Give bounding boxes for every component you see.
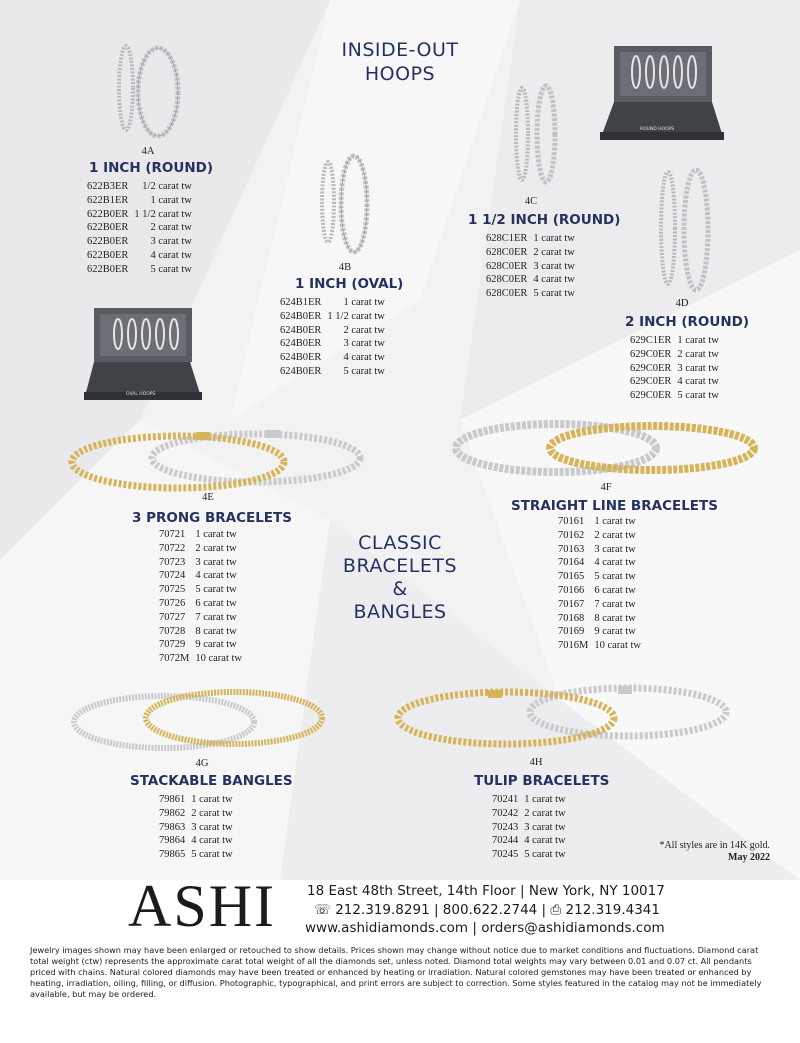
item-sku: 70169 bbox=[558, 626, 585, 638]
item-row bbox=[558, 570, 641, 584]
item-row bbox=[492, 793, 566, 807]
item-row bbox=[159, 597, 242, 611]
date-note: May 2022 bbox=[728, 852, 770, 863]
item-sku: 70168 bbox=[558, 612, 585, 624]
item-sku: 70728 bbox=[159, 625, 186, 637]
item-row bbox=[280, 351, 385, 365]
section-title-4h: TULIP BRACELETS bbox=[474, 773, 610, 789]
item-row bbox=[558, 612, 641, 626]
item-code-4g: 4G bbox=[195, 758, 209, 769]
item-sku: 70165 bbox=[558, 571, 585, 583]
item-code-4a: 4A bbox=[141, 146, 155, 157]
item-weight: 4 carat tw bbox=[150, 249, 192, 261]
item-weight: 3 carat tw bbox=[150, 236, 192, 248]
item-sku: 624B0ER bbox=[280, 310, 322, 322]
item-weight: 3 carat tw bbox=[524, 821, 566, 833]
item-weight: 1 carat tw bbox=[343, 297, 385, 308]
item-row bbox=[558, 598, 641, 612]
item-weight: 5 carat tw bbox=[150, 263, 192, 275]
item-sku: 629C0ER bbox=[630, 376, 672, 388]
footer-phones: 212.319.8291 | 800.622.2744 | bbox=[335, 902, 547, 918]
item-code-4f: 4F bbox=[600, 482, 612, 493]
item-weight: 9 carat tw bbox=[195, 639, 237, 651]
item-list-4d bbox=[630, 334, 719, 403]
item-list-4b bbox=[280, 296, 385, 379]
classic-bracelets-title bbox=[325, 532, 475, 624]
item-weight: 1 1/2 carat tw bbox=[134, 208, 192, 220]
item-sku: 70244 bbox=[492, 835, 519, 847]
item-sku: 622B3ER bbox=[87, 181, 129, 192]
item-list-4f bbox=[558, 515, 641, 653]
item-weight: 1 carat tw bbox=[150, 194, 192, 206]
item-sku: 70723 bbox=[159, 556, 186, 568]
legal-disclaimer: Jewelry images shown may have been enlarged or retouched to show details. Prices shown may change without notice due to market conditions and fluctuations. Diamond carat total weight (ctw) represents the approximate carat total weight of all the diamonds set, unless noted. Diamond total weights may vary between 0.01 and 0.07 ct. All pendants priced with chains. Natural colored diamonds may have been treated or enhanced by heating or irradiation. Natural colored gemstones may have been treated or enhanced by heating, irradiation, oiling, filling, or diffusion. Photographic, typographical, and print errors are subject to correction. Some styles featured in the catalog may not be immediately available, but may be ordered. bbox=[30, 945, 762, 999]
item-sku: 70163 bbox=[558, 543, 585, 555]
item-row bbox=[486, 246, 575, 260]
straight-line-bracelets-image bbox=[450, 414, 762, 482]
item-weight: 3 carat tw bbox=[195, 556, 237, 568]
item-weight: 10 carat tw bbox=[594, 640, 641, 652]
item-weight: 1/2 carat tw bbox=[142, 181, 192, 192]
item-sku: 79862 bbox=[159, 807, 186, 819]
section-title-4c: 1 1/2 INCH (ROUND) bbox=[468, 212, 621, 228]
item-weight: 5 carat tw bbox=[524, 849, 566, 861]
section-title-4a: 1 INCH (ROUND) bbox=[89, 160, 213, 176]
item-sku: 70161 bbox=[558, 516, 585, 527]
item-weight: 2 carat tw bbox=[524, 807, 566, 819]
item-sku: 622B0ER bbox=[87, 222, 129, 234]
item-sku: 624B0ER bbox=[280, 352, 322, 364]
item-weight: 3 carat tw bbox=[343, 338, 385, 350]
item-sku: 628C0ER bbox=[486, 288, 528, 300]
item-row bbox=[159, 807, 233, 821]
item-list-4a bbox=[87, 180, 192, 277]
item-weight: 1 1/2 carat tw bbox=[327, 310, 385, 322]
item-row bbox=[159, 848, 233, 862]
footer-fax: 212.319.4341 bbox=[565, 902, 660, 918]
item-row bbox=[630, 362, 719, 376]
item-sku: 629C0ER bbox=[630, 362, 672, 374]
item-weight: 4 carat tw bbox=[594, 557, 636, 569]
item-sku: 70721 bbox=[159, 529, 186, 540]
section-title-4d: 2 INCH (ROUND) bbox=[625, 314, 749, 330]
item-code-4c: 4C bbox=[524, 196, 538, 207]
item-sku: 79864 bbox=[159, 835, 186, 847]
item-sku: 70727 bbox=[159, 611, 186, 623]
item-sku: 628C0ER bbox=[486, 274, 528, 286]
item-row bbox=[159, 625, 242, 639]
footer-address: 18 East 48th Street, 14th Floor | New York, NY 10017 bbox=[307, 883, 665, 899]
item-weight: 5 carat tw bbox=[533, 288, 575, 300]
item-sku: 624B0ER bbox=[280, 365, 322, 377]
item-weight: 6 carat tw bbox=[195, 597, 237, 609]
item-row bbox=[280, 337, 385, 351]
item-weight: 8 carat tw bbox=[594, 612, 636, 624]
three-prong-bracelets-image bbox=[66, 424, 366, 496]
ashi-logo: ASHI bbox=[128, 873, 277, 939]
item-weight: 4 carat tw bbox=[191, 835, 233, 847]
item-row bbox=[280, 324, 385, 338]
title-line-1: INSIDE-OUT bbox=[341, 39, 459, 61]
item-list-4e bbox=[159, 528, 242, 666]
item-weight: 2 carat tw bbox=[150, 222, 192, 234]
item-sku: 628C0ER bbox=[486, 260, 528, 272]
item-sku: 629C0ER bbox=[630, 390, 672, 402]
item-row bbox=[630, 389, 719, 403]
item-weight: 6 carat tw bbox=[594, 584, 636, 596]
item-weight: 2 carat tw bbox=[533, 246, 575, 258]
classic-line-2: BRACELETS bbox=[342, 555, 458, 577]
item-row bbox=[558, 529, 641, 543]
item-row bbox=[486, 260, 575, 274]
item-weight: 4 carat tw bbox=[524, 835, 566, 847]
item-row bbox=[280, 310, 385, 324]
item-sku: 70166 bbox=[558, 584, 585, 596]
item-sku: 629C1ER bbox=[630, 335, 672, 346]
item-row bbox=[87, 249, 192, 263]
item-row bbox=[159, 542, 242, 556]
item-row bbox=[558, 639, 641, 653]
item-weight: 3 carat tw bbox=[594, 543, 636, 555]
item-row bbox=[159, 569, 242, 583]
item-weight: 1 carat tw bbox=[533, 233, 575, 244]
item-weight: 5 carat tw bbox=[195, 584, 237, 596]
item-row bbox=[486, 232, 575, 246]
inside-out-hoops-title bbox=[320, 38, 480, 86]
item-sku: 70722 bbox=[159, 542, 186, 554]
item-row bbox=[630, 348, 719, 362]
oval-hoops-display-image bbox=[84, 306, 202, 404]
section-title-4g: STACKABLE BANGLES bbox=[130, 773, 293, 789]
item-sku: 70726 bbox=[159, 597, 186, 609]
item-sku: 70242 bbox=[492, 807, 519, 819]
item-row bbox=[159, 528, 242, 542]
item-weight: 2 carat tw bbox=[191, 807, 233, 819]
item-sku: 70162 bbox=[558, 529, 585, 541]
classic-line-3: & bbox=[392, 578, 408, 600]
item-sku: 70167 bbox=[558, 598, 585, 610]
item-sku: 7072M bbox=[159, 653, 190, 665]
item-sku: 624B0ER bbox=[280, 324, 322, 336]
item-row bbox=[87, 194, 192, 208]
item-weight: 2 carat tw bbox=[195, 542, 237, 554]
item-list-4g bbox=[159, 793, 233, 862]
item-weight: 1 carat tw bbox=[195, 529, 237, 540]
item-weight: 4 carat tw bbox=[533, 274, 575, 286]
item-sku: 70164 bbox=[558, 557, 585, 569]
item-weight: 4 carat tw bbox=[343, 352, 385, 364]
item-row bbox=[280, 365, 385, 379]
footer-web[interactable]: www.ashidiamonds.com | orders@ashidiamonds.com bbox=[305, 920, 665, 936]
item-row bbox=[558, 625, 641, 639]
title-line-2: HOOPS bbox=[364, 63, 436, 85]
item-row bbox=[492, 807, 566, 821]
classic-line-4: BANGLES bbox=[353, 601, 447, 623]
hoop-earrings-4d-image bbox=[652, 166, 716, 296]
hoop-earrings-4a-image bbox=[112, 40, 184, 146]
item-row bbox=[87, 235, 192, 249]
item-row bbox=[492, 848, 566, 862]
gold-note: *All styles are in 14K gold. bbox=[659, 840, 770, 851]
item-row bbox=[87, 180, 192, 194]
item-row bbox=[630, 334, 719, 348]
item-row bbox=[558, 584, 641, 598]
item-row bbox=[87, 263, 192, 277]
item-weight: 9 carat tw bbox=[594, 626, 636, 638]
classic-line-1: CLASSIC bbox=[358, 532, 442, 554]
item-sku: 622B0ER bbox=[87, 236, 129, 248]
item-weight: 5 carat tw bbox=[594, 571, 636, 583]
item-sku: 624B0ER bbox=[280, 338, 322, 350]
item-sku: 70243 bbox=[492, 821, 519, 833]
phone-icon: ☏ bbox=[314, 902, 331, 918]
item-list-4h bbox=[492, 793, 566, 862]
item-code-4e: 4E bbox=[202, 492, 214, 503]
item-row bbox=[486, 273, 575, 287]
item-sku: 624B1ER bbox=[280, 297, 322, 308]
item-row bbox=[159, 611, 242, 625]
item-sku: 622B0ER bbox=[87, 208, 129, 220]
item-sku: 7016M bbox=[558, 640, 589, 652]
item-row bbox=[558, 543, 641, 557]
item-sku: 79863 bbox=[159, 821, 186, 833]
item-row bbox=[558, 556, 641, 570]
item-code-4b: 4B bbox=[338, 262, 352, 273]
item-row bbox=[87, 208, 192, 222]
item-sku: 622B1ER bbox=[87, 194, 129, 206]
item-row bbox=[159, 638, 242, 652]
item-list-4c bbox=[486, 232, 575, 301]
item-sku: 628C1ER bbox=[486, 233, 528, 244]
section-title-4b: 1 INCH (OVAL) bbox=[295, 276, 404, 292]
item-row bbox=[159, 821, 233, 835]
hoop-earrings-4c-image bbox=[508, 82, 562, 188]
item-code-4h: 4H bbox=[529, 757, 543, 768]
item-weight: 2 carat tw bbox=[594, 529, 636, 541]
item-sku: 70724 bbox=[159, 570, 186, 582]
item-weight: 2 carat tw bbox=[343, 324, 385, 336]
item-weight: 3 carat tw bbox=[677, 362, 719, 374]
item-weight: 5 carat tw bbox=[191, 849, 233, 861]
item-sku: 622B0ER bbox=[87, 249, 129, 261]
item-code-4d: 4D bbox=[675, 298, 689, 309]
item-sku: 628C0ER bbox=[486, 246, 528, 258]
stackable-bangles-image bbox=[68, 686, 328, 756]
item-weight: 1 carat tw bbox=[677, 335, 719, 346]
item-row bbox=[159, 834, 233, 848]
item-sku: 70245 bbox=[492, 849, 519, 861]
item-weight: 10 carat tw bbox=[195, 653, 242, 665]
footer-phones-row bbox=[314, 902, 660, 918]
item-sku: 79865 bbox=[159, 849, 186, 861]
item-row bbox=[630, 375, 719, 389]
item-weight: 5 carat tw bbox=[677, 390, 719, 402]
oval-hoops-label: OVAL HOOPS bbox=[126, 392, 156, 397]
item-row bbox=[280, 296, 385, 310]
item-weight: 4 carat tw bbox=[195, 570, 237, 582]
item-weight: 3 carat tw bbox=[191, 821, 233, 833]
item-row bbox=[87, 221, 192, 235]
item-weight: 1 carat tw bbox=[594, 516, 636, 527]
round-hoops-label: ROUND HOOPS bbox=[640, 127, 675, 132]
item-weight: 7 carat tw bbox=[195, 611, 237, 623]
item-row bbox=[558, 515, 641, 529]
item-row bbox=[159, 793, 233, 807]
section-title-4f: STRAIGHT LINE BRACELETS bbox=[511, 498, 718, 514]
section-title-4e: 3 PRONG BRACELETS bbox=[132, 510, 292, 526]
item-weight: 2 carat tw bbox=[677, 348, 719, 360]
item-weight: 8 carat tw bbox=[195, 625, 237, 637]
item-weight: 4 carat tw bbox=[677, 376, 719, 388]
item-row bbox=[159, 556, 242, 570]
item-row bbox=[159, 652, 242, 666]
item-row bbox=[492, 821, 566, 835]
item-weight: 5 carat tw bbox=[343, 365, 385, 377]
item-sku: 629C0ER bbox=[630, 348, 672, 360]
hoop-earrings-4b-image bbox=[316, 148, 372, 258]
item-row bbox=[159, 583, 242, 597]
item-sku: 79861 bbox=[159, 794, 186, 805]
item-row bbox=[492, 834, 566, 848]
item-sku: 70241 bbox=[492, 794, 519, 805]
item-sku: 70729 bbox=[159, 639, 186, 651]
fax-icon: ⎙ bbox=[550, 902, 562, 918]
item-row bbox=[486, 287, 575, 301]
item-weight: 1 carat tw bbox=[191, 794, 233, 805]
item-weight: 3 carat tw bbox=[533, 260, 575, 272]
tulip-bracelets-image bbox=[392, 682, 732, 752]
item-weight: 1 carat tw bbox=[524, 794, 566, 805]
item-sku: 70725 bbox=[159, 584, 186, 596]
item-weight: 7 carat tw bbox=[594, 598, 636, 610]
item-sku: 622B0ER bbox=[87, 263, 129, 275]
